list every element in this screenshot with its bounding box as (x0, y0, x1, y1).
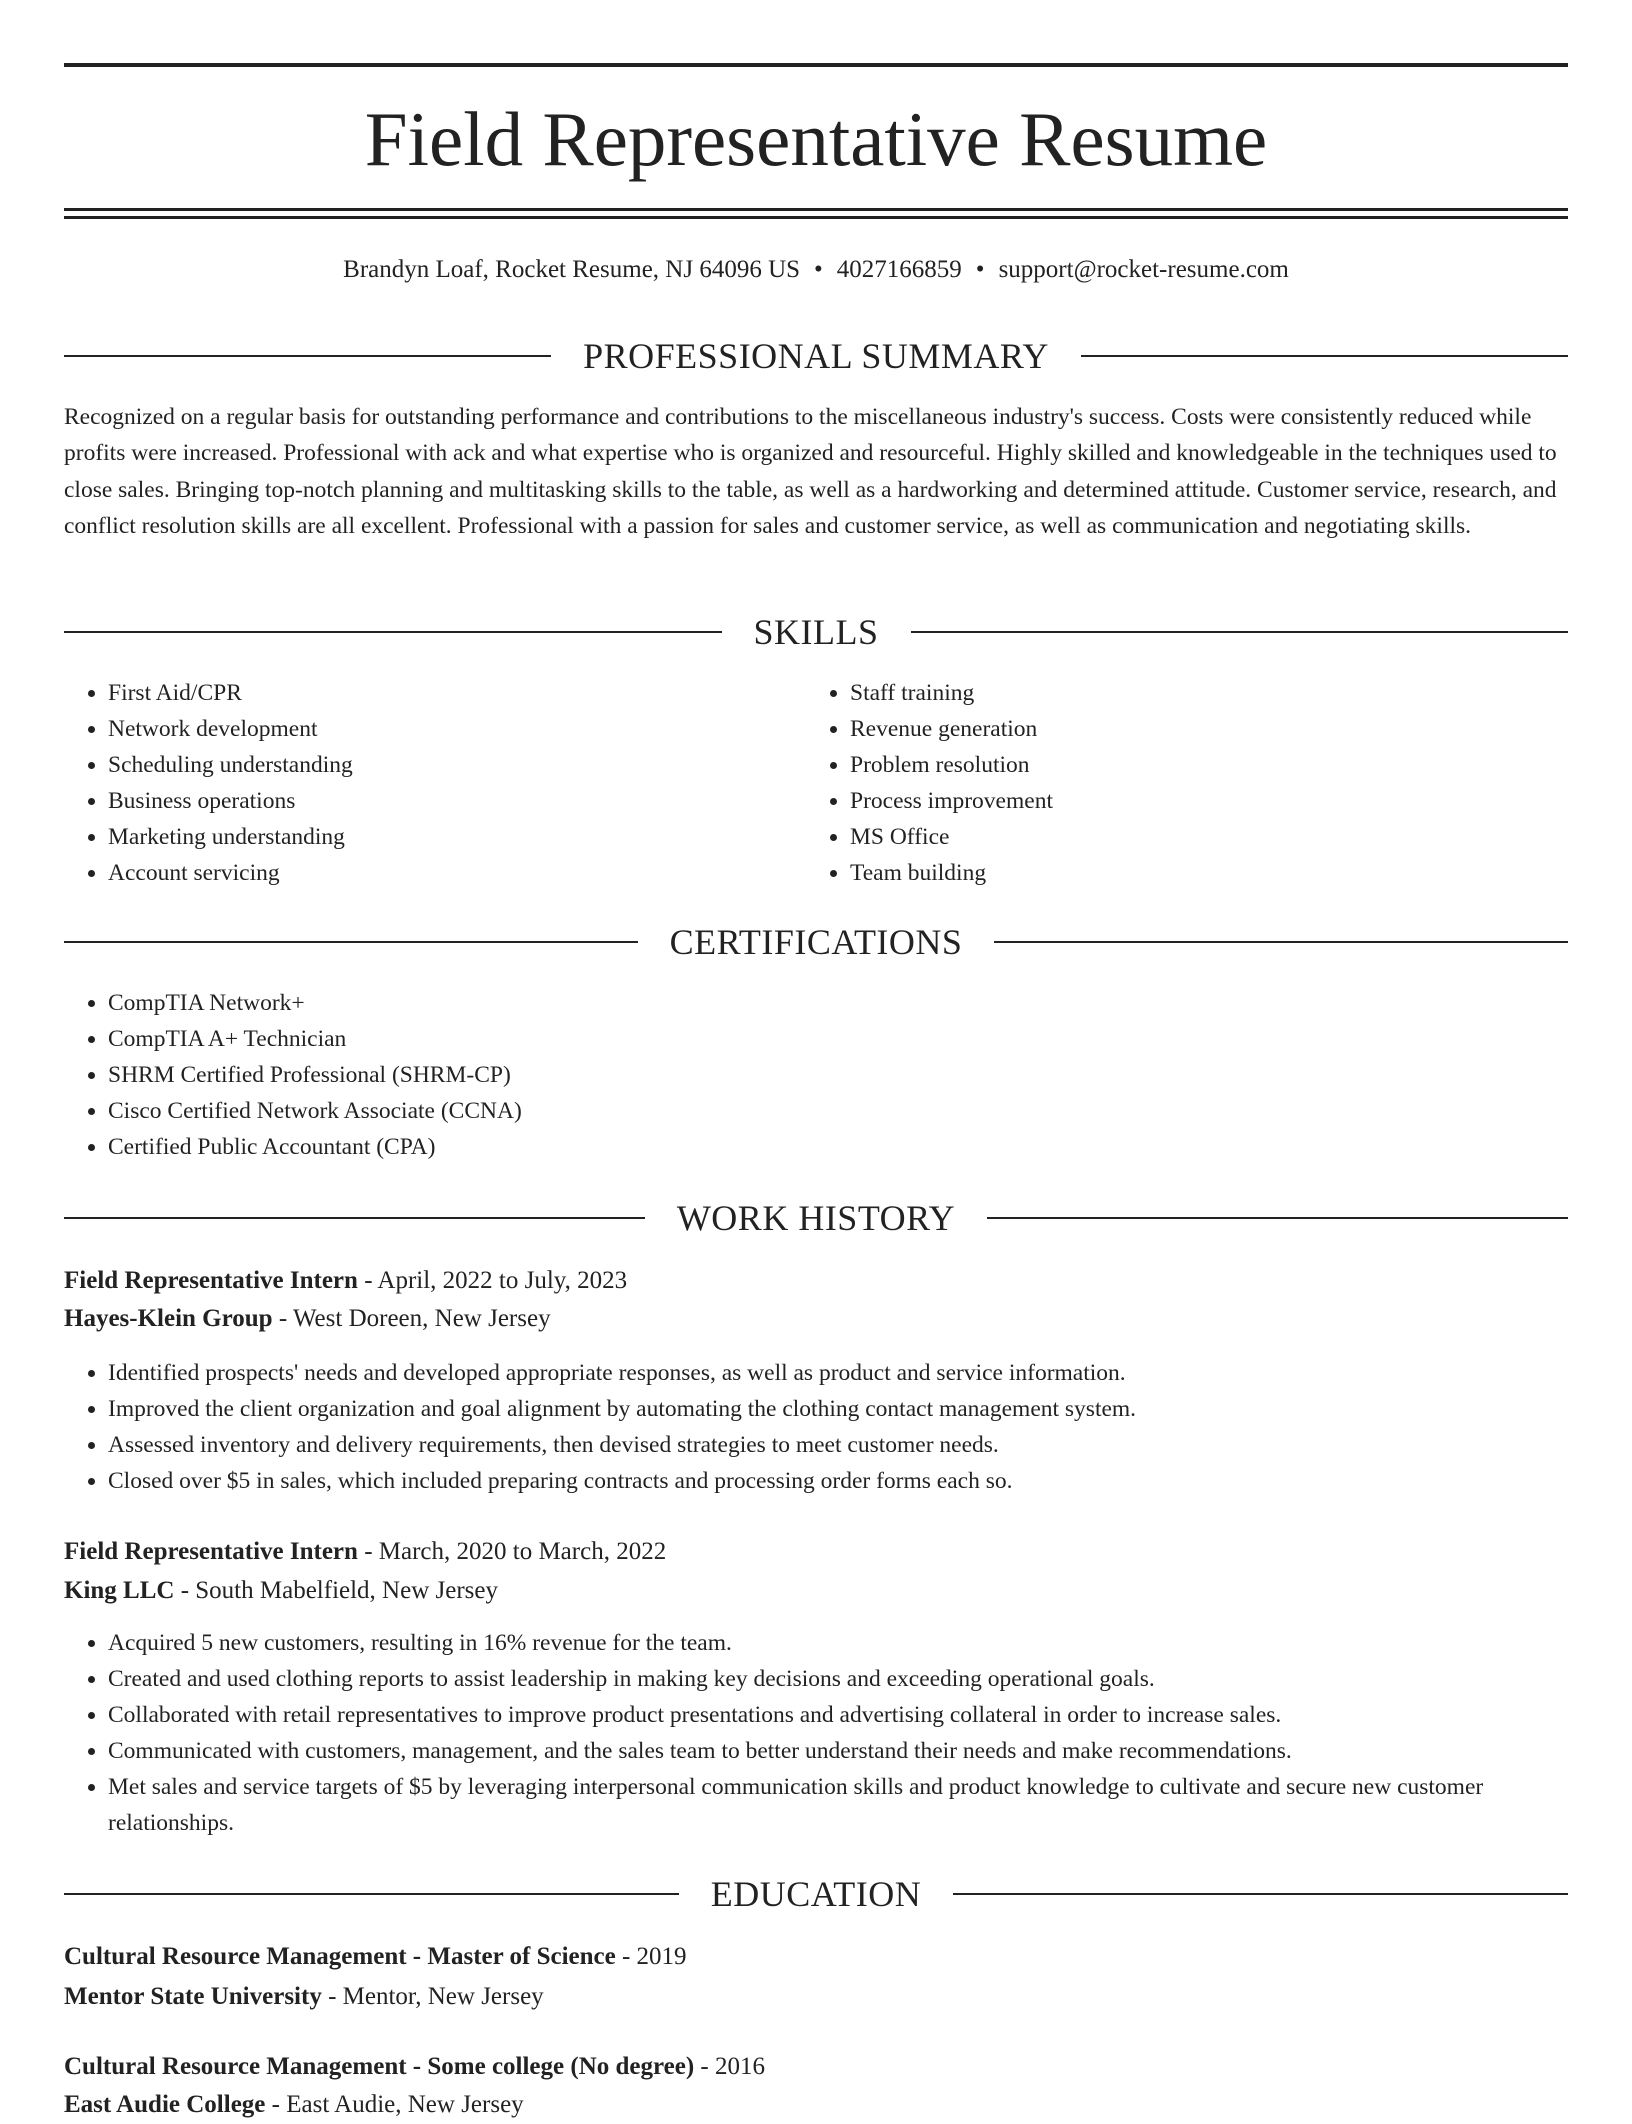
section-header-education (64, 1872, 1568, 1916)
job-bullet: • Acquired 5 new customers, resulting in 16% revenue for the team. (108, 1625, 1568, 1661)
skill-item: • First Aid/CPR (108, 675, 788, 711)
education-location: - Mentor, New Jersey (321, 1983, 544, 2010)
divider-line (64, 355, 551, 357)
skills-list-left (64, 675, 788, 892)
skill-item: • Scheduling understanding (108, 747, 788, 783)
job-company: King LLC (64, 1577, 175, 1604)
education-degree: Cultural Resource Management - Some college (No degree) (64, 2053, 695, 2080)
top-rule (64, 63, 1568, 67)
skill-item: • Network development (108, 711, 788, 747)
section-title-work-history: WORK HISTORY (676, 1198, 956, 1238)
certification-item: • Cisco Certified Network Associate (CCNA) (108, 1093, 1508, 1129)
contact-line (64, 253, 1568, 287)
job-title-line (64, 1262, 627, 1300)
education-year: - 2019 (615, 1943, 687, 1970)
education-degree: Cultural Resource Management - Master of Science (64, 1943, 616, 1970)
title-rule-lower (64, 216, 1568, 219)
job-location: - South Mabelfield, New Jersey (174, 1577, 498, 1604)
section-title-education: EDUCATION (710, 1874, 922, 1914)
divider-line (1081, 355, 1568, 357)
title-rule-upper (64, 208, 1568, 211)
job-bullet: • Assessed inventory and delivery requirements, then devised strategies to meet customer needs. (108, 1427, 1568, 1463)
skill-item: • Account servicing (108, 855, 788, 891)
divider-line (64, 1893, 679, 1895)
skill-item: • Business operations (108, 783, 788, 819)
skill-item: • Problem resolution (850, 747, 1550, 783)
job-company-line (64, 1572, 498, 1610)
job-bullet: • Communicated with customers, management, and the sales team to better understand their needs and make recommendations. (108, 1733, 1568, 1769)
certification-item: • CompTIA A+ Technician (108, 1021, 1508, 1057)
section-header-summary (64, 334, 1568, 378)
divider-line (911, 631, 1569, 633)
section-header-skills (64, 610, 1568, 654)
job-bullet: • Collaborated with retail representatives to improve product presentations and advertising collateral in order to increase sales. (108, 1697, 1568, 1733)
divider-line (987, 1217, 1568, 1219)
summary-text: Recognized on a regular basis for outstanding performance and contributions to the miscellaneous industry's success. Costs were consistently reduced while profits were increased. Professional with ack and what expertise who is organized and resourceful. Highly skilled and knowledgeable in the techniques used to close sales. Bringing top-notch planning and multitasking skills to the table, as well as a hardworking and determined attitude. Customer service, research, and conflict resolution skills are all excellent. Professional with a passion for sales and customer service, as well as communication and negotiating skills. (64, 404, 1557, 539)
job-company: Hayes-Klein Group (64, 1305, 273, 1332)
education-school-line (64, 1978, 544, 2016)
divider-line (64, 941, 638, 943)
job-dates: - April, 2022 to July, 2023 (357, 1267, 628, 1294)
contact-separator: • (975, 256, 985, 283)
education-school: Mentor State University (64, 1983, 322, 2010)
skill-item: • Revenue generation (850, 711, 1550, 747)
section-header-certifications (64, 920, 1568, 964)
skill-item: • Staff training (850, 675, 1550, 711)
certification-item: • CompTIA Network+ (108, 985, 1508, 1021)
job-bullets (64, 1355, 1568, 1499)
education-school: East Audie College (64, 2091, 266, 2118)
section-title-skills: SKILLS (753, 612, 879, 652)
job-title-line (64, 1533, 666, 1571)
divider-line (953, 1893, 1568, 1895)
education-year: - 2016 (694, 2053, 765, 2080)
skill-item: • MS Office (850, 819, 1550, 855)
education-degree-line (64, 2048, 765, 2086)
job-bullet: • Identified prospects' needs and developed appropriate responses, as well as product and service information. (108, 1355, 1568, 1391)
job-bullet: • Met sales and service targets of $5 by leveraging interpersonal communication skills and product knowledge to cultivate and secure new customer relationships. (108, 1769, 1568, 1841)
contact-phone: 4027166859 (836, 256, 962, 283)
skill-item: • Team building (850, 855, 1550, 891)
job-title: Field Representative Intern (64, 1267, 358, 1294)
skills-list-right (806, 675, 1550, 892)
skill-item: • Process improvement (850, 783, 1550, 819)
skill-item: • Marketing understanding (108, 819, 788, 855)
section-title-summary: PROFESSIONAL SUMMARY (583, 336, 1049, 376)
job-bullets (64, 1625, 1568, 1842)
certification-item: • Certified Public Accountant (CPA) (108, 1129, 1508, 1165)
job-bullet: • Created and used clothing reports to assist leadership in making key decisions and exceeding operational goals. (108, 1661, 1568, 1697)
divider-line (64, 631, 722, 633)
job-bullet: • Improved the client organization and goal alignment by automating the clothing contact management system. (108, 1391, 1568, 1427)
education-school-line (64, 2086, 524, 2124)
divider-line (994, 941, 1568, 943)
job-company-line (64, 1300, 551, 1338)
section-header-work-history (64, 1196, 1568, 1240)
contact-email[interactable]: support@rocket-resume.com (998, 256, 1289, 283)
certifications-list (64, 985, 1508, 1165)
contact-address: Brandyn Loaf, Rocket Resume, NJ 64096 US (343, 256, 801, 283)
education-location: - East Audie, New Jersey (265, 2091, 524, 2118)
job-title: Field Representative Intern (64, 1538, 358, 1565)
certification-item: • SHRM Certified Professional (SHRM-CP) (108, 1057, 1508, 1093)
job-dates: - March, 2020 to March, 2022 (357, 1538, 667, 1565)
education-degree-line (64, 1938, 687, 1976)
divider-line (64, 1217, 645, 1219)
job-location: - West Doreen, New Jersey (272, 1305, 551, 1332)
contact-separator: • (814, 256, 823, 283)
job-bullet: • Closed over $5 in sales, which included preparing contracts and processing order forms each so. (108, 1463, 1568, 1499)
section-title-certifications: CERTIFICATIONS (669, 922, 963, 962)
resume-title: Field Representative Resume (364, 96, 1268, 182)
